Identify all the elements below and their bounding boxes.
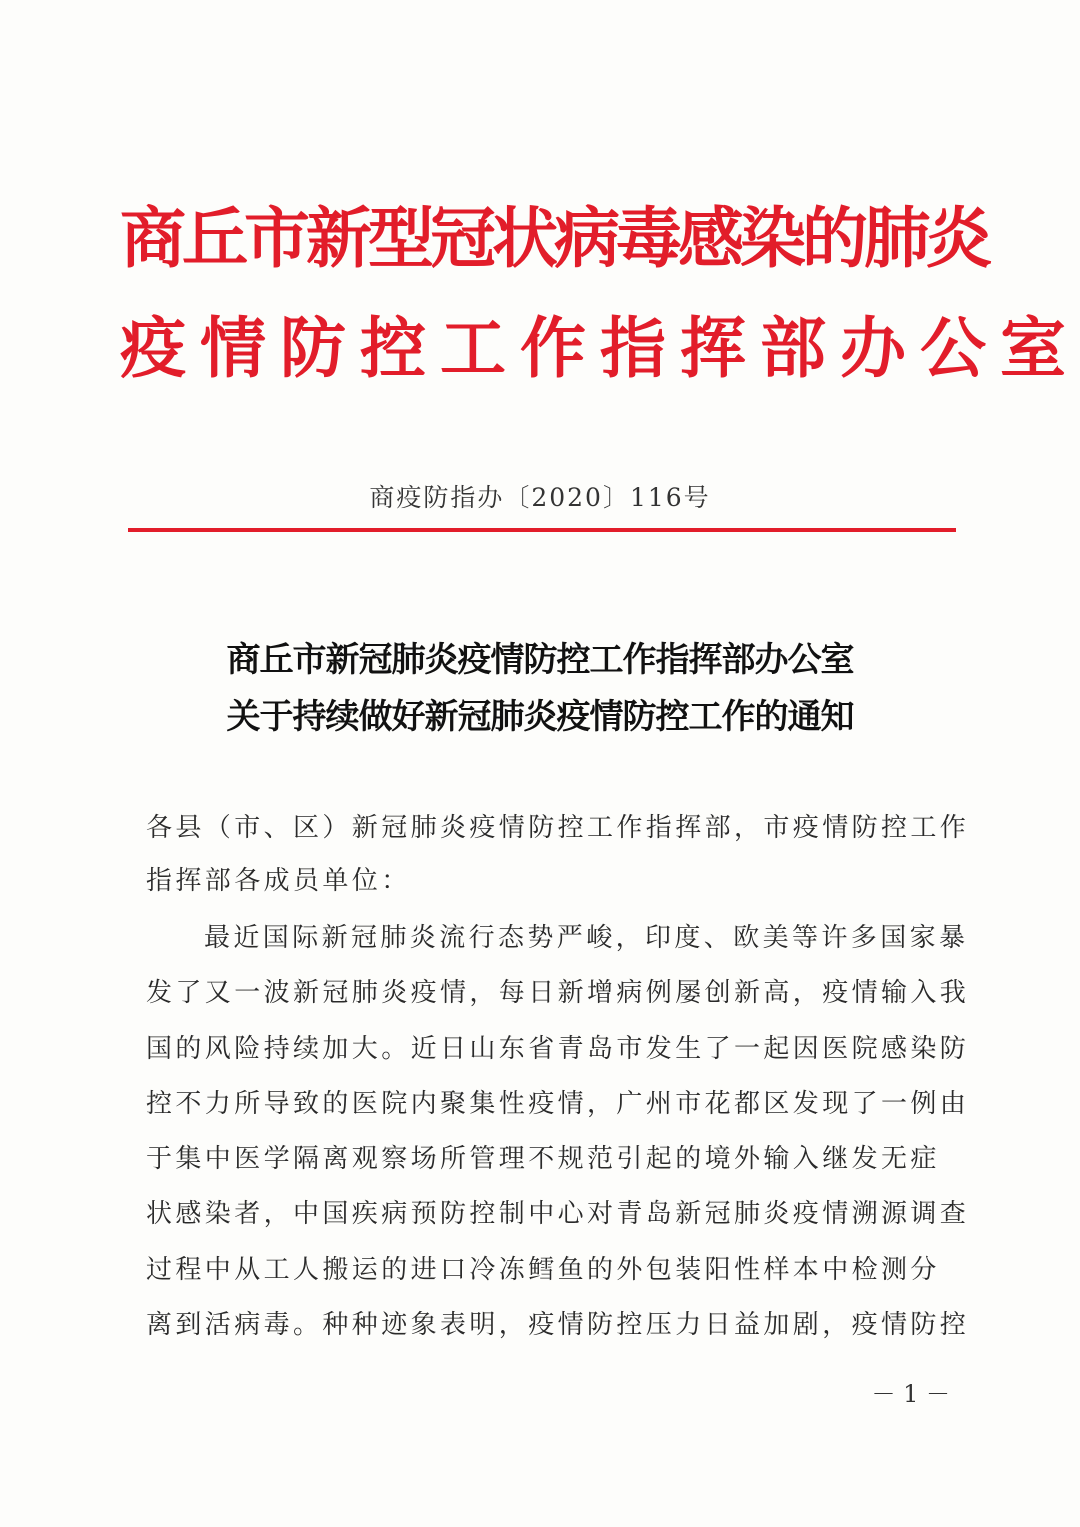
body-text-line: 最近国际新冠肺炎流行态势严峻，印度、欧美等许多国家暴 [204,923,969,953]
salutation-line-1: 各县（市、区）新冠肺炎疫情防控工作指挥部，市疫情防控工作 [146,813,970,843]
body-text-line: 发了又一波新冠肺炎疫情，每日新增病例屡创新高，疫情输入我 [146,978,970,1008]
red-divider-rule [128,528,956,532]
issuer-title-line-1: 商丘市新型冠状病毒感染的肺炎 [120,199,988,277]
salutation-line-2: 指挥部各成员单位： [146,866,411,896]
body-text-line: 过程中从工人搬运的进口冷冻鳕鱼的外包装阳性样本中检测分 [146,1255,940,1285]
body-text-line: 离到活病毒。种种迹象表明，疫情防控压力日益加剧，疫情防控 [146,1310,970,1340]
document-number: 商疫防指办〔2020〕116号 [369,483,711,512]
notice-title-line-2: 关于持续做好新冠肺炎疫情防控工作的通知 [226,697,854,737]
body-text-line: 于集中医学隔离观察场所管理不规范引起的境外输入继发无症 [146,1144,940,1174]
body-text-line: 控不力所导致的医院内聚集性疫情，广州市花都区发现了一例由 [146,1089,970,1119]
body-text-line: 状感染者，中国疾病预防控制中心对青岛新冠肺炎疫情溯源调查 [146,1199,970,1229]
notice-title-line-1: 商丘市新冠肺炎疫情防控工作指挥部办公室 [226,640,854,680]
page-number: － 1 － [871,1380,950,1408]
issuer-title-line-2: 疫情防控工作指挥部办公室 [120,309,1080,387]
body-text-line: 国的风险持续加大。近日山东省青岛市发生了一起因医院感染防 [146,1034,970,1064]
